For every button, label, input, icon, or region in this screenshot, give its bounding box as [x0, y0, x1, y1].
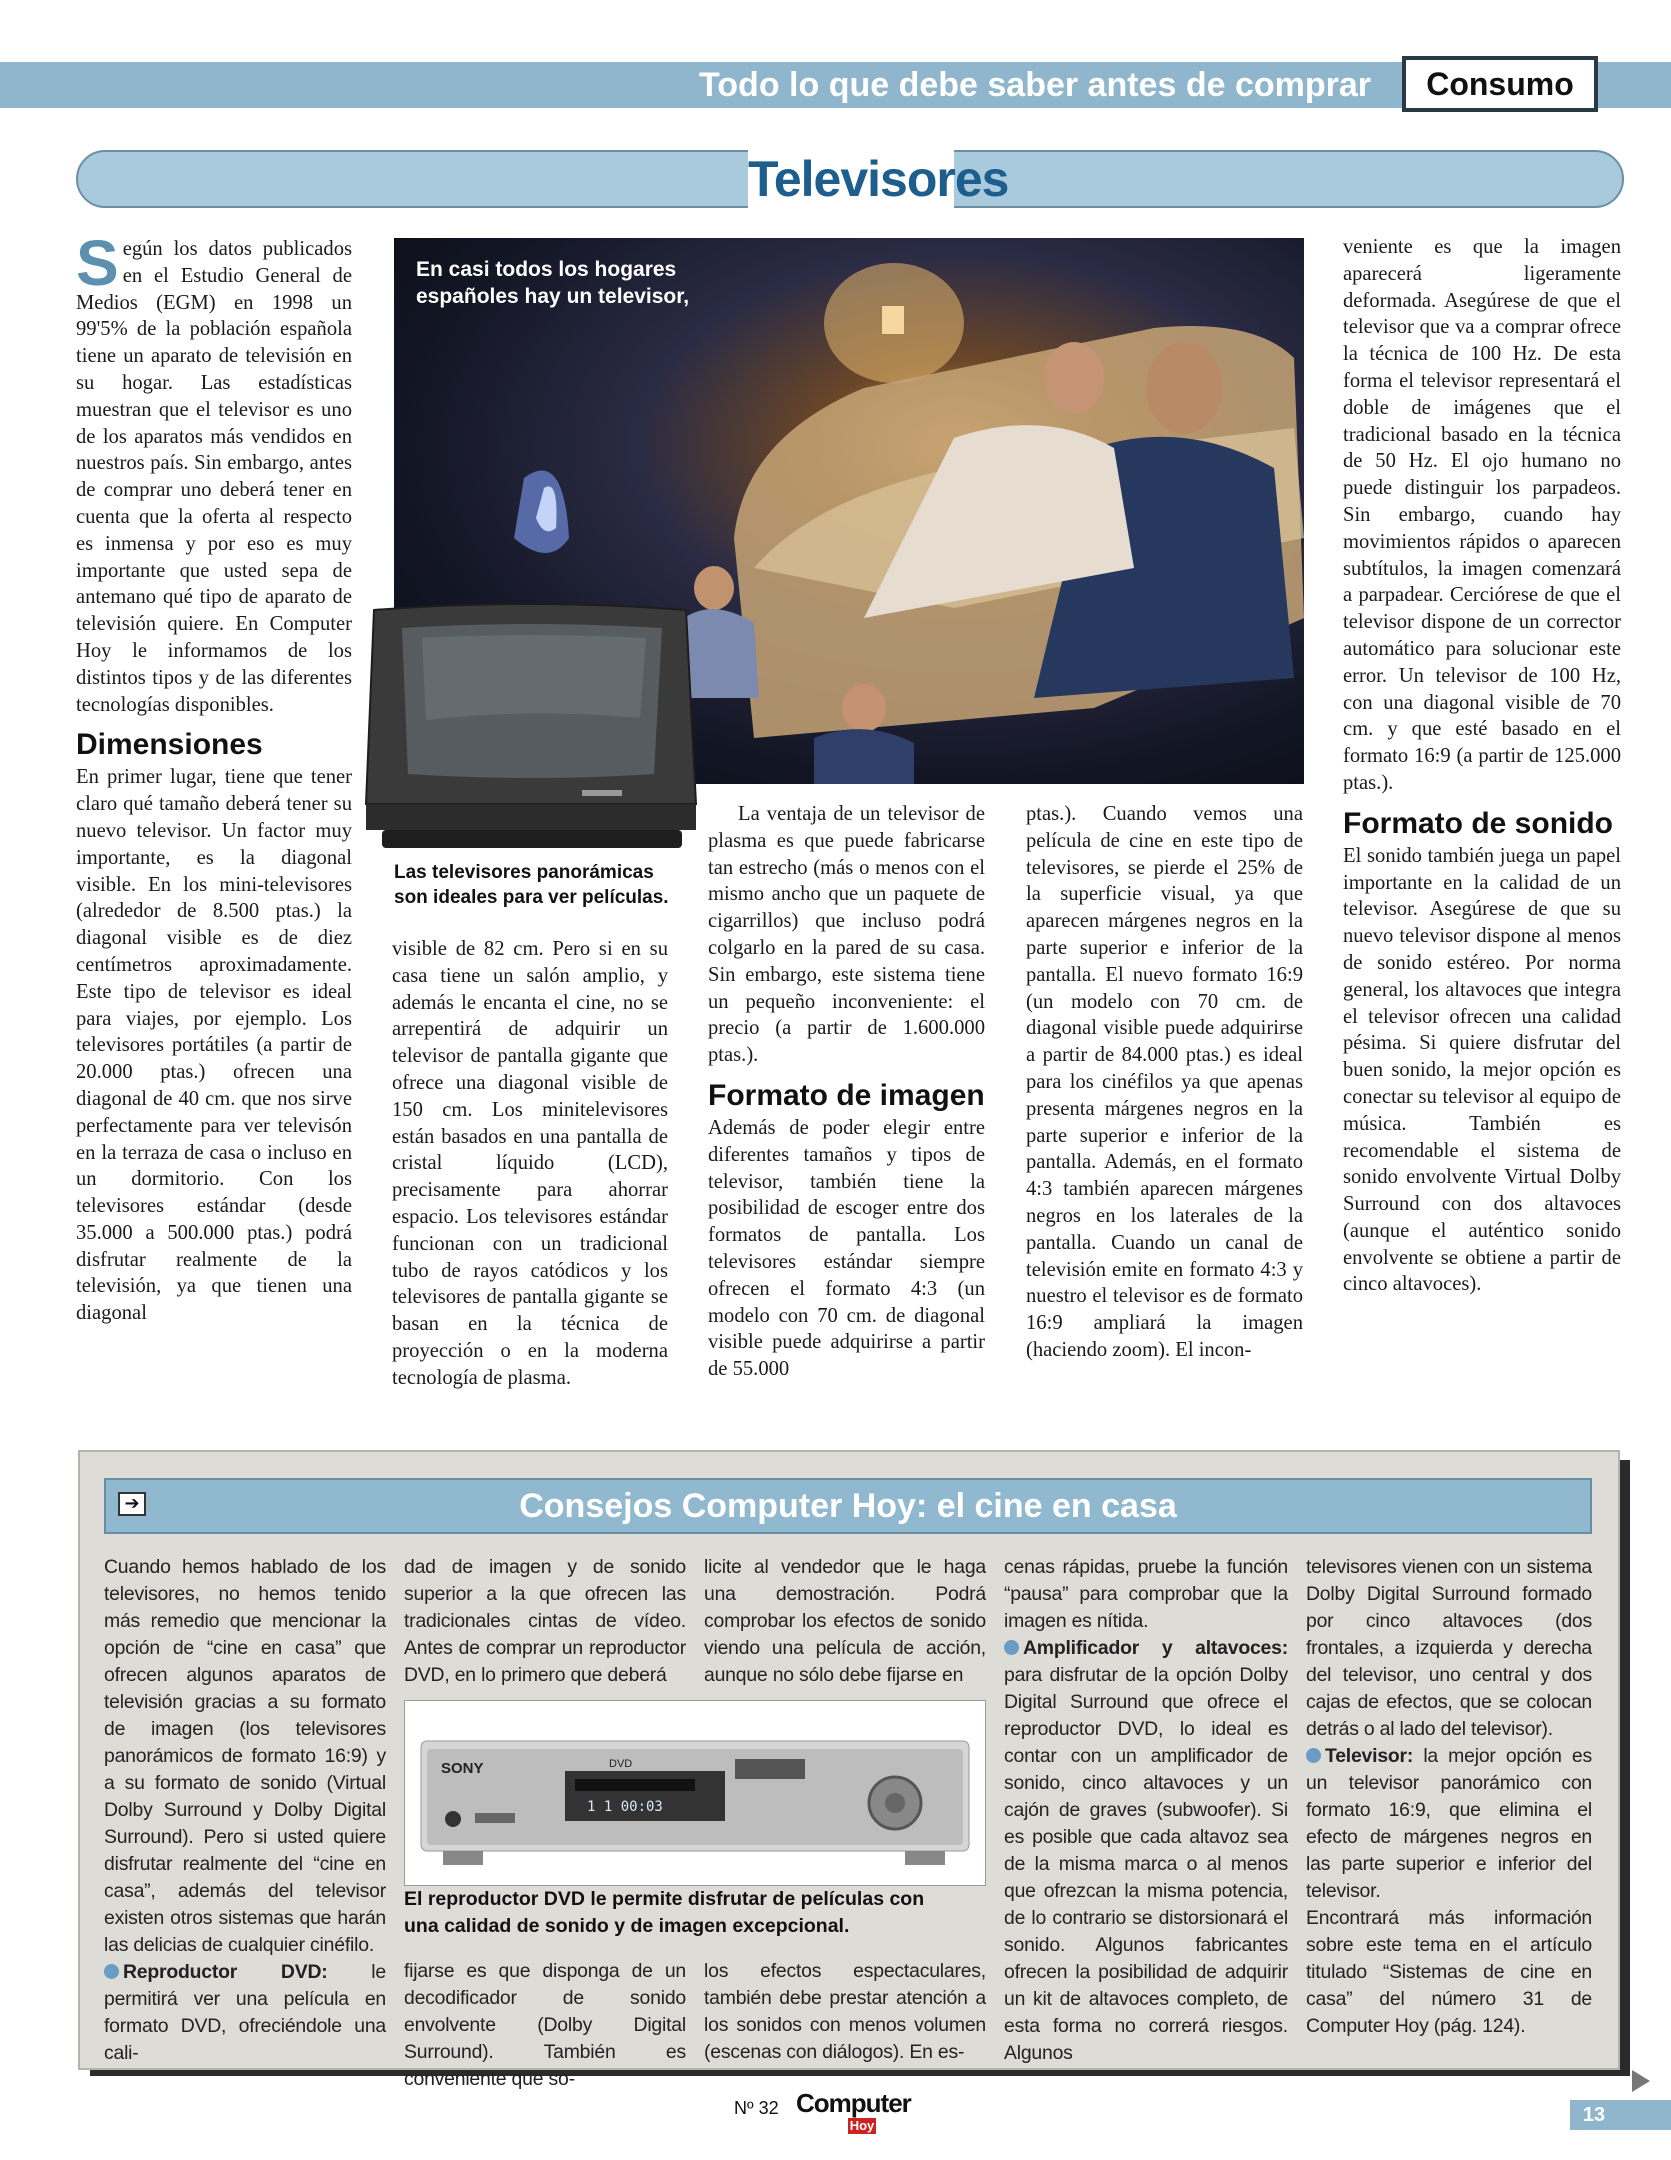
dvd-caption: El reproductor DVD le permite disfrutar de películas con una calidad de sonido y de imagen excepcional. — [404, 1888, 925, 1937]
tips-box-title: Consejos Computer Hoy: el cine en casa — [104, 1478, 1592, 1534]
box-column-5: televisores vienen con un sistema Dolby Digital Surround formado por cinco altavoces (dos frontales, a izquierda y derecha del televisor, uno central y dos cajas de efectos, que se colocan detrás o al lado del televisor). Televisor: la mejor opción es un televisor panorámico con formato 16:9, que elimina el efecto de márgenes negros en las parte superior e inferior del televisor. Encontrará más información sobre este tema en el artículo titulado “Sistemas de cine en casa” del número 31 de Computer Hoy (pág. 124). — [1306, 1556, 1592, 2037]
section-label: Consumo — [1402, 56, 1598, 112]
box-column-2-top: dad de imagen y de sonido superior a la que ofrecen las tradicionales cintas de vídeo. Antes de comprar un reproductor DVD, en lo primero que deberá — [404, 1556, 686, 1686]
col5-paragraph-a: veniente es que la imagen aparecerá ligeramente deformada. Asegúrese de que el televisor que va a comprar ofrece la técnica de 100 Hz. De esta forma el televisor representará el doble de imágenes que el tradicional basado en la técnica de 50 Hz. El ojo humano no puede distinguir los parpadeos. Sin embargo, cuando hay movimientos rápidos o aparecen subtítulos, la imagen comenzará a parpadear. Cerciórese de que el televisor dispone de un corrector automático para solucionar este error. Un televisor de 100 Hz, con una diagonal visible de 70 cm. y que esté basado en el formato 16:9 (a partir de 125.000 ptas.). — [1343, 236, 1621, 794]
col3-paragraph-b: Además de poder elegir entre diferentes tamaños y tipos de televisor, también tiene la posibilidad de escoger entre dos formatos de pantalla. Los televisores estándar siempre ofrecen el formato 4:3 (un modelo con 70 cm. de diagonal visible puede adquirirse a partir de 55.000 — [708, 1116, 985, 1381]
television-image — [362, 598, 698, 854]
bullet-icon — [1004, 1640, 1019, 1655]
dvd-brand-text: SONY — [441, 1760, 484, 1777]
box-shadow-right — [1620, 1460, 1630, 2076]
issue-number: Nº 32 — [734, 2098, 779, 2118]
box-shadow-bottom — [90, 2070, 1630, 2076]
heading-formato-imagen: Formato de imagen — [708, 1078, 985, 1112]
article-column-5 — [1343, 234, 1621, 1298]
page-title: Televisores — [748, 148, 954, 210]
box-column-2-bottom: fijarse es que disponga de un decodificador de sonido envolvente (Dolby Digital Surround). También es conveniente que so- — [404, 1960, 686, 2090]
box-column-4: cenas rápidas, pruebe la función “pausa” para comprobar que la imagen es nítida. Amplificador y altavoces: para disfrutar de la opción Dolby Digital Surround que ofrece el reproductor DVD, lo ideal es contar con un amplificador de sonido, cinco altavoces y un cajón de graves (subwoofer). Si es posible que cada altavoz sea de la misma marca o al menos que ofrezcan la misma potencia, de lo contrario se distorsionará el sonido. Algunos fabricantes ofrecen la posibilidad de adquirir un kit de altavoces completo, de esta forma no correrá riesgos. Algunos — [1004, 1556, 1288, 2064]
continue-arrow-icon — [1632, 2070, 1650, 2092]
col2-paragraph: visible de 82 cm. Pero si en su casa tiene un salón amplio, y además le encanta el cine, no se arrepentirá de adquirir un televisor de pantalla gigante que ofrece una diagonal visible de 150 cm. Los minitelevisores están basados en una pantalla de cristal líquido (LCD), precisamente para ahorrar espacio. Los televisores estándar funcionan con un tradicional tubo de rayos catódicos y los televisores de pantalla gigante se basan en la técnica de proyección o en la moderna tecnología de plasma. — [392, 938, 668, 1389]
box-column-3-bottom: los efectos espectaculares, también debe prestar atención a los sonidos con menos volumen (escenas con diálogos). En es- — [704, 1960, 986, 2063]
header-kicker: Todo lo que debe saber antes de comprar — [699, 66, 1371, 104]
photo-caption: En casi todos los hogares españoles hay un televisor, — [416, 258, 690, 308]
bullet-icon — [104, 1964, 119, 1979]
col5-paragraph-b: El sonido también juega un papel importante en la calidad de un televisor. Asegúrese de que su nuevo televisor dispone al menos de sonido estéreo. Por norma general, los altavoces que integra el televisor ofrecen una calidad pésima. Si quiere disfrutar del buen sonido, la mejor opción es conectar su televisor al equipo de música. También es recomendable el sistema de sonido envolvente Virtual Dolby Surround con dos altavoces (aunque el auténtico sonido envolvente se obtiene a partir de cinco altavoces). — [1343, 844, 1621, 1296]
drop-cap: S — [76, 227, 119, 299]
dimensiones-paragraph: En primer lugar, tiene que tener claro qué tamaño deberá tener su nuevo televisor. Un factor muy importante, es la diagonal visible. En los mini-televisores (alrededor de 8.500 ptas.) la diagonal visible es de diez centímetros aproximadamente. Este tipo de televisor es ideal para viajes, por ejemplo. Los televisores portátiles (a partir de 20.000 ptas.) ofrecen una diagonal de 40 cm. que nos sirve perfectamente para ver televisón en la terraza de casa o incluso en un dormitorio. Con los televisores estándar (desde 35.000 a 500.000 ptas.) podrá disfrutar realmente de la televisión, ya que tienen una diagonal — [76, 766, 352, 1325]
col4-paragraph: ptas.). Cuando vemos una película de cine en este tipo de televisores, se pierde el 25% de la superficie visual, ya que aparecen márgenes negros en la parte superior e inferior de la pantalla. El nuevo formato 16:9 (un modelo con 70 cm. de diagonal visible puede adquirirse a partir de 84.000 ptas.) es ideal para los cinéfilos ya que apenas presenta márgenes negros en la parte superior e inferior de la pantalla. Además, en el formato 4:3 también aparecen márgenes negros en los laterales de la pantalla. Cuando un canal de televisión emite en formato 4:3 y nuestro el televisor es de formato 16:9 ampliará la imagen (haciendo zoom). El incon- — [1026, 803, 1303, 1361]
heading-formato-sonido: Formato de sonido — [1343, 806, 1613, 840]
intro-text: egún los datos publicados en el Estudio General de Medios (EGM) en 1998 un 99'5% de la población española tiene un aparato de televisión en su hogar. Las estadísticas muestran que el televisor es uno de los aparatos más vendidos en nuestros país. Sin embargo, antes de comprar uno deberá tener en cuenta que la oferta al respecto es inmensa y por eso es muy importante que usted sepa de antemano qué tipo de aparato de televisión quiere. En Computer Hoy le informamos de los distintos tipos y de las diferentes tecnologías disponibles. — [76, 238, 352, 716]
col3-paragraph-a: La ventaja de un televisor de plasma es que puede fabricarse tan estrecho (más o menos con el mismo ancho que un paquete de cigarrillos) que incluso podrá colgarlo en la pared de su casa. Sin embargo, este sistema tiene un pequeño inconveniente: el precio (a partir de 1.600.000 ptas.). — [708, 803, 985, 1067]
arrow-icon: ➔ — [118, 1492, 146, 1516]
tv-caption: Las televisores panorámicas son ideales para ver películas. — [394, 862, 669, 908]
dvd-logo-text: DVD — [609, 1758, 633, 1770]
article-column-1 — [76, 227, 352, 1327]
article-column-4 — [1026, 801, 1303, 1364]
magazine-logo-sub: Hoy — [849, 2118, 875, 2133]
intro-paragraph — [76, 227, 352, 718]
dvd-display-text: 1 1 00:03 — [587, 1799, 663, 1815]
bullet-icon — [1306, 1748, 1321, 1763]
page-number: 13 — [1582, 2104, 1606, 2126]
heading-dimensiones: Dimensiones — [76, 728, 263, 762]
box-column-1: Cuando hemos hablado de los televisores, no hemos tenido más remedio que mencionar la opción de “cine en casa” que ofrecen algunos aparatos de televisión gracias a su formato de imagen (los televisores panorámicos de formato 16:9) y a su formato de sonido (Virtual Dolby Surround y Dolby Digital Surround). Pero si usted quiere disfrutar realmente del “cine en casa”, además del televisor existen otros sistemas que harán las delicias de cualquier cinéfilo. Reproductor DVD: le permitirá ver una película en formato DVD, ofreciéndole una cali- — [104, 1556, 386, 2064]
magazine-logo: Computer — [796, 2088, 911, 2118]
box-column-3-top: licite al vendedor que le haga una demostración. Podrá comprobar los efectos de sonido viendo una película de acción, aunque no sólo debe fijarse en — [704, 1556, 986, 1686]
article-column-3 — [708, 801, 985, 1383]
article-column-2 — [392, 936, 668, 1392]
dvd-player-image — [404, 1700, 986, 1886]
